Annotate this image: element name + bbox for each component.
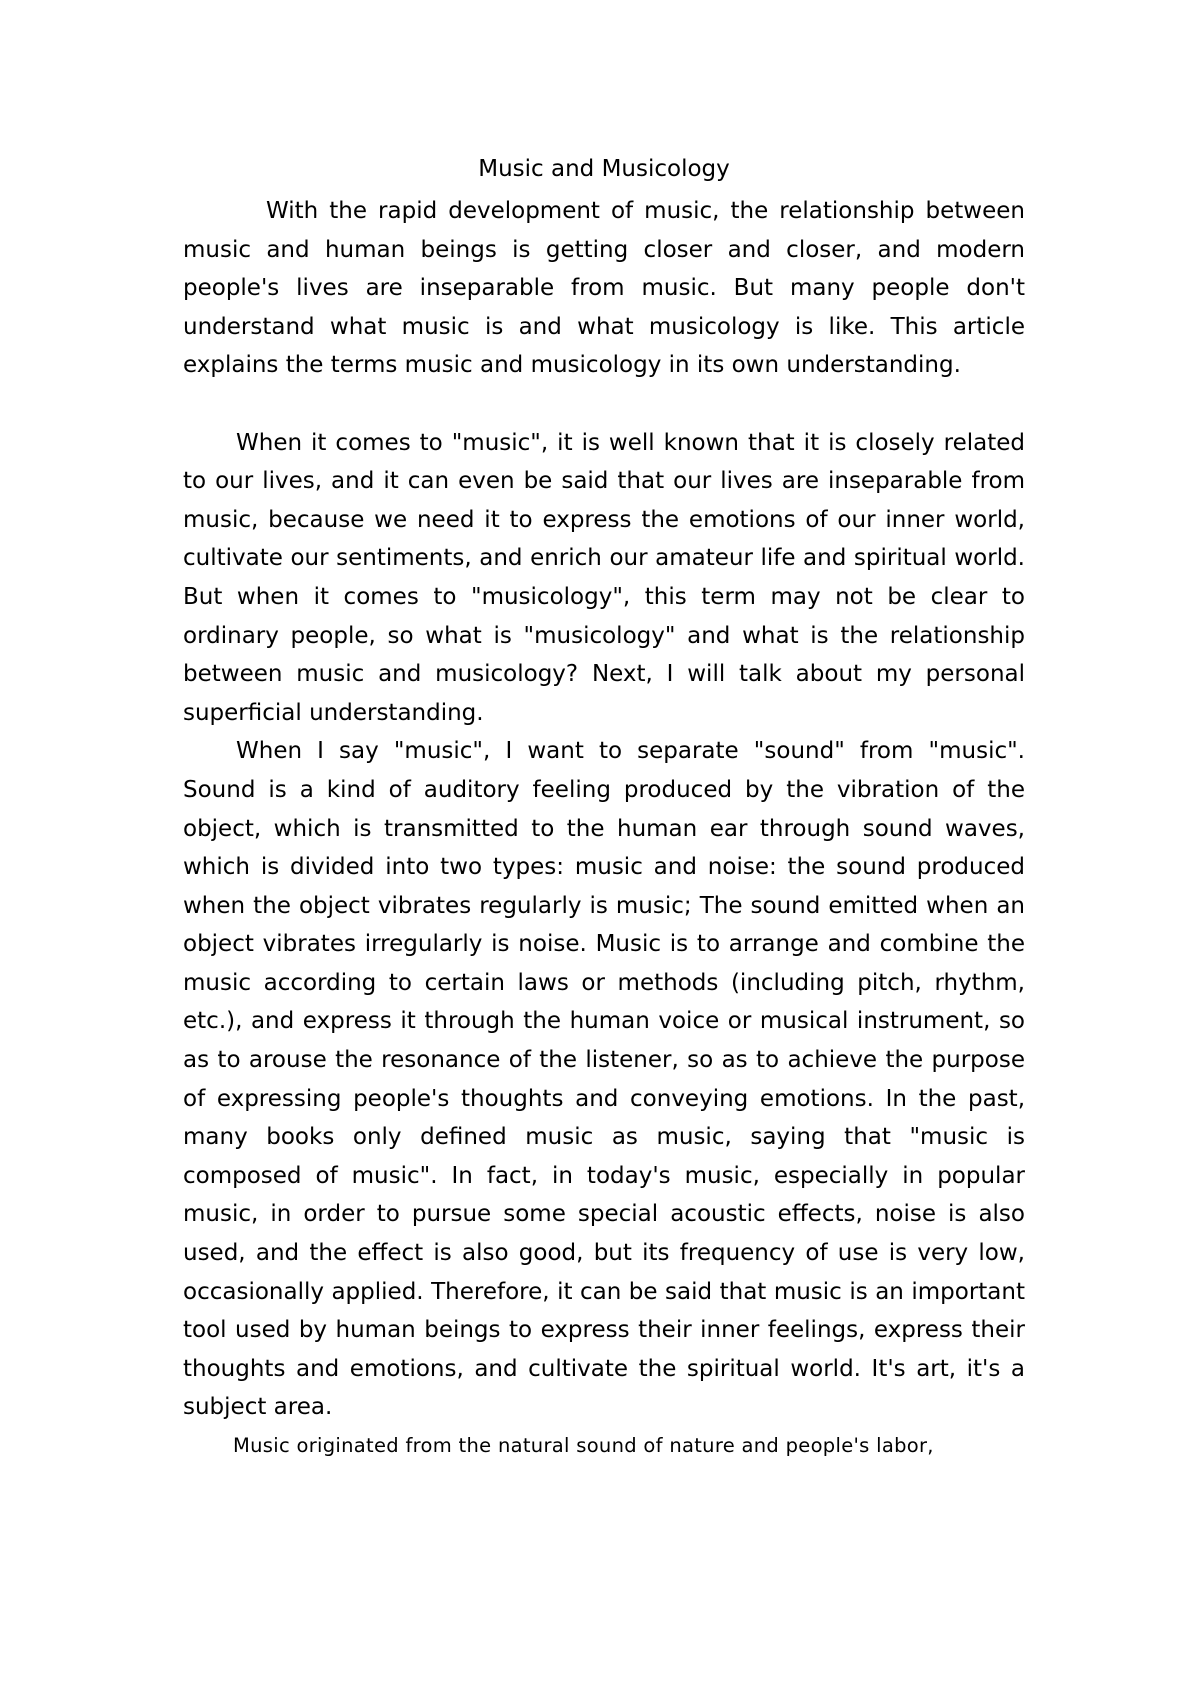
paragraph-origin-start: Music originated from the natural sound of nature and people's labor,: [233, 1434, 934, 1457]
document-title: Music and Musicology: [478, 156, 730, 182]
document-body: [183, 150, 1025, 1465]
paragraph-music-in-life: When it comes to "music", it is well known that it is closely related to our lives, and it can even be said that our lives are inseparable from music, because we need it to express the emotions of our inner world, cultivate our sentiments, and enrich our amateur life and spiritual world. But when it comes to "musicology", this term may not be clear to ordinary people, so what is "musicology" and what is the relationship between music and musicology? Next, I will talk about my personal superficial understanding.: [183, 429, 1025, 726]
paragraph-spacer: [183, 385, 1025, 424]
paragraph-sound-and-music: When I say "music", I want to separate "sound" from "music". Sound is a kind of auditory feeling produced by the vibration of the object, which is transmitted to the human ear through sound waves, which is divided into two types: music and noise: the sound produced when the object vibrates regularly is music; The sound emitted when an object vibrates irregularly is noise. Music is to arrange and combine the music according to certain laws or methods (including pitch, rhythm, etc.), and express it through the human voice or musical instrument, so as to arouse the resonance of the listener, so as to achieve the purpose of expressing people's thoughts and conveying emotions. In the past, many books only defined music as music, saying that "music is composed of music". In fact, in today's music, especially in popular music, in order to pursue some special acoustic effects, noise is also used, and the effect is also good, but its frequency of use is very low, occasionally applied. Therefore, it can be said that music is an important tool used by human beings to express their inner feelings, express their thoughts and emotions, and cultivate the spiritual world. It's art, it's a subject area.: [183, 738, 1025, 1421]
paragraph-intro: With the rapid development of music, the relationship between music and human beings is getting closer and closer, and modern people's lives are inseparable from music. But many people don't understand what music is and what musicology is like. This article explains the terms music and musicology in its own understanding.: [183, 198, 1025, 379]
